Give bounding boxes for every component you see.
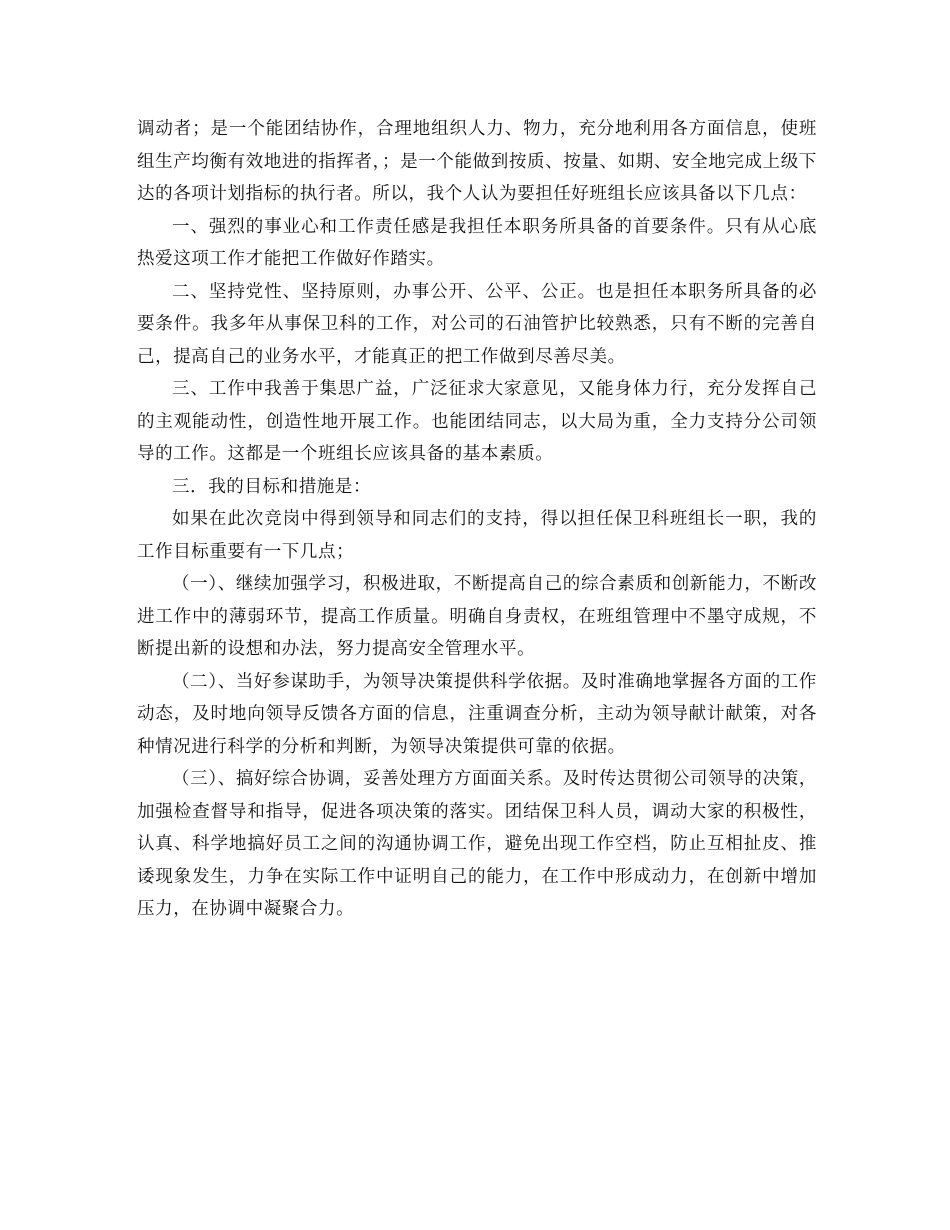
section-heading: 三．我的目标和措施是： [172,476,372,497]
paragraph-4: 三、工作中我善于集思广益，广泛征求大家意见，又能身体力行，充分发挥自己的主观能动性，创造性地开展工作。也能团结同志，以大局为重，全力支持分公司领导的工作。这都是一个班组长应该具备的基本素质。 [137,379,817,464]
paragraph-6: （一）、继续加强学习，积极进取，不断提高自己的综合素质和创新能力，不断改进工作中的薄弱环节，提高工作质量。明确自身责权，在班组管理中不墨守成规，不断提出新的设想和办法，努力提高安全管理水平。 [137,574,817,659]
document-body [137,113,817,926]
paragraph-3: 二、坚持党性、坚持原则，办事公开、公平、公正。也是担任本职务所具备的必要条件。我多年从事保卫科的工作，对公司的石油管护比较熟悉，只有不断的完善自己，提高自己的业务水平，才能真正的把工作做到尽善尽美。 [137,281,817,367]
paragraph-2: 一、强烈的事业心和工作责任感是我担任本职务所具备的首要条件。只有从心底热爱这项工作才能把工作做好作踏实。 [137,216,817,269]
paragraph-5: 如果在此次竞岗中得到领导和同志们的支持，得以担任保卫科班组长一职，我的工作目标重要有一下几点； [137,509,817,562]
paragraph-8: （三）、搞好综合协调，妥善处理方方面面关系。及时传达贯彻公司领导的决策，加强检查督导和指导，促进各项决策的落实。团结保卫科人员，调动大家的积极性，认真、科学地搞好员工之间的沟通协调工作，避免出现工作空档，防止互相扯皮、推诿现象发生，力争在实际工作中证明自己的能力，在工作中形成动力，在创新中增加压力，在协调中凝聚合力。 [137,769,817,919]
paragraph-7: （二）、当好参谋助手，为领导决策提供科学依据。及时准确地掌握各方面的工作动态，及时地向领导反馈各方面的信息，注重调查分析，主动为领导献计献策，对各种情况进行科学的分析和判断，为领导决策提供可靠的依据。 [137,671,817,757]
paragraph-1: 调动者；是一个能团结协作，合理地组织人力、物力，充分地利用各方面信息，使班组生产均衡有效地进的指挥者，；是一个能做到按质、按量、如期、安全地完成上级下达的各项计划指标的执行者。所以，我个人认为要担任好班组长应该具备以下几点： [137,119,817,204]
